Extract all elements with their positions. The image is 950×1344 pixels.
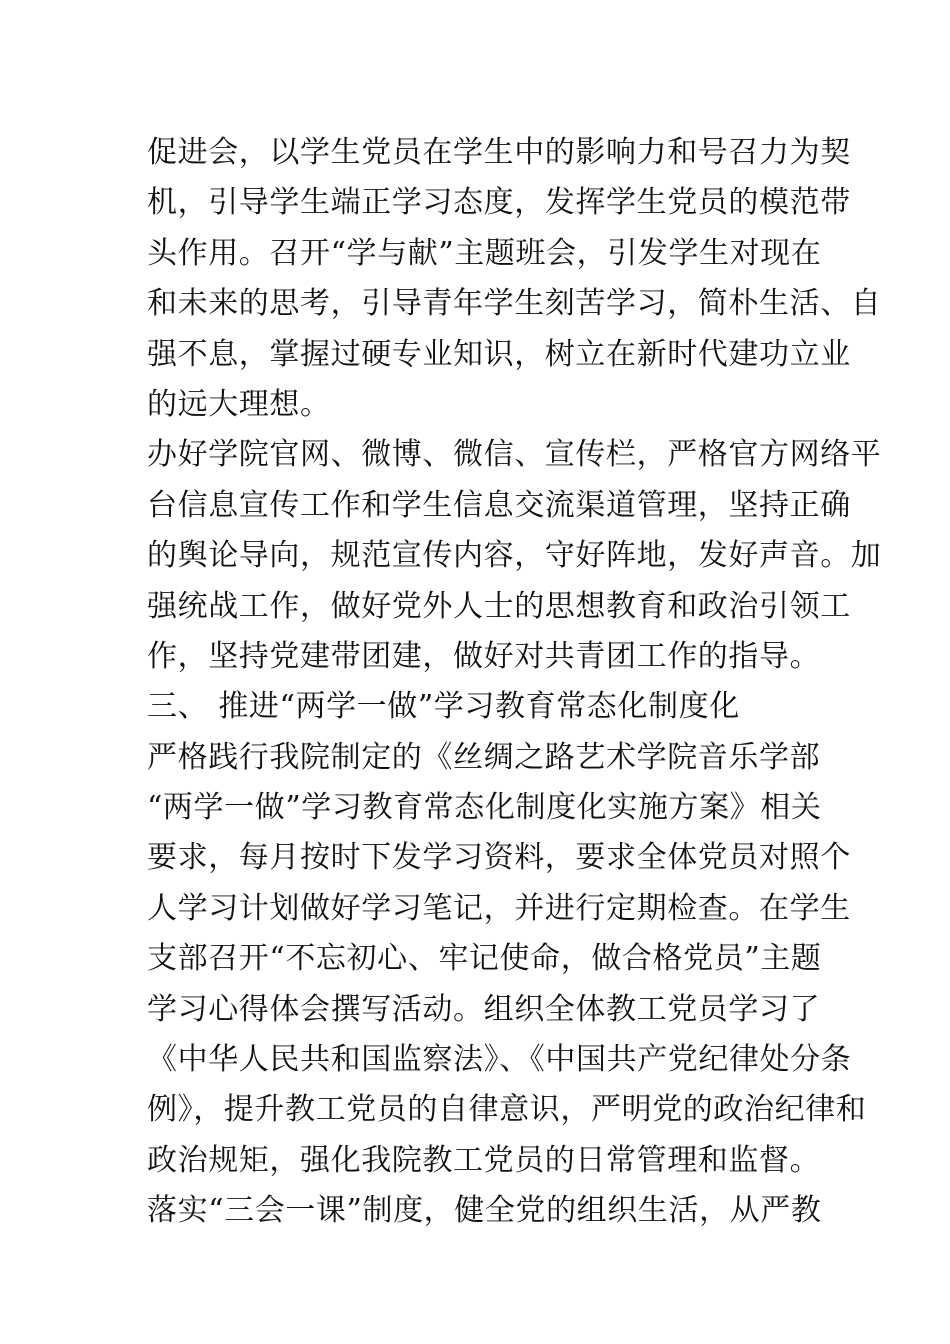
section-heading: 三、 推进“两学一做”学习教育常态化制度化 bbox=[147, 689, 740, 725]
body-text bbox=[147, 128, 882, 1237]
text-line: 的远大理想。 bbox=[147, 386, 331, 422]
text-line: 《中华人民共和国监察法》、《中国共产党纪律处分条 bbox=[147, 1042, 852, 1078]
text-line: 的舆论导向，规范宣传内容，守好阵地，发好声音。加 bbox=[147, 538, 882, 574]
text-line: 办好学院官网、微博、微信、宣传栏，严格官方网络平 bbox=[147, 437, 882, 473]
text-line: 机，引导学生端正学习态度，发挥学生党员的模范带 bbox=[147, 185, 851, 221]
text-line: 头作用。召开“学与献”主题班会，引发学生对现在 bbox=[147, 235, 822, 271]
text-line: 台信息宣传工作和学生信息交流渠道管理，坚持正确 bbox=[147, 487, 851, 523]
text-line: 支部召开“不忘初心、牢记使命，做合格党员”主题 bbox=[147, 941, 822, 977]
text-line: 和未来的思考，引导青年学生刻苦学习，简朴生活、自 bbox=[147, 286, 882, 322]
text-line: 严格践行我院制定的《丝绸之路艺术学院音乐学部 bbox=[147, 739, 821, 775]
text-line: 政治规矩，强化我院教工党员的日常管理和监督。 bbox=[147, 1142, 821, 1178]
text-line: 要求，每月按时下发学习资料，要求全体党员对照个 bbox=[147, 840, 851, 876]
text-line: 促进会，以学生党员在学生中的影响力和号召力为契 bbox=[147, 135, 851, 170]
text-line: 例》，提升教工党员的自律意识，严明党的政治纪律和 bbox=[147, 1092, 867, 1128]
text-line: 学习心得体会撰写活动。组织全体教工党员学习了 bbox=[147, 991, 821, 1027]
text-line: 作，坚持党建带团建，做好对共青团工作的指导。 bbox=[147, 638, 821, 674]
text-line: “两学一做”学习教育常态化制度化实施方案》相关 bbox=[147, 790, 822, 826]
text-line: 强不息，掌握过硬专业知识，树立在新时代建功立业 bbox=[147, 336, 851, 372]
text-line: 落实“三会一课”制度，健全党的组织生活，从严教 bbox=[147, 1193, 822, 1229]
text-line: 人学习计划做好学习笔记，并进行定期检查。在学生 bbox=[147, 890, 851, 926]
text-line: 强统战工作，做好党外人士的思想教育和政治引领工 bbox=[147, 588, 851, 624]
